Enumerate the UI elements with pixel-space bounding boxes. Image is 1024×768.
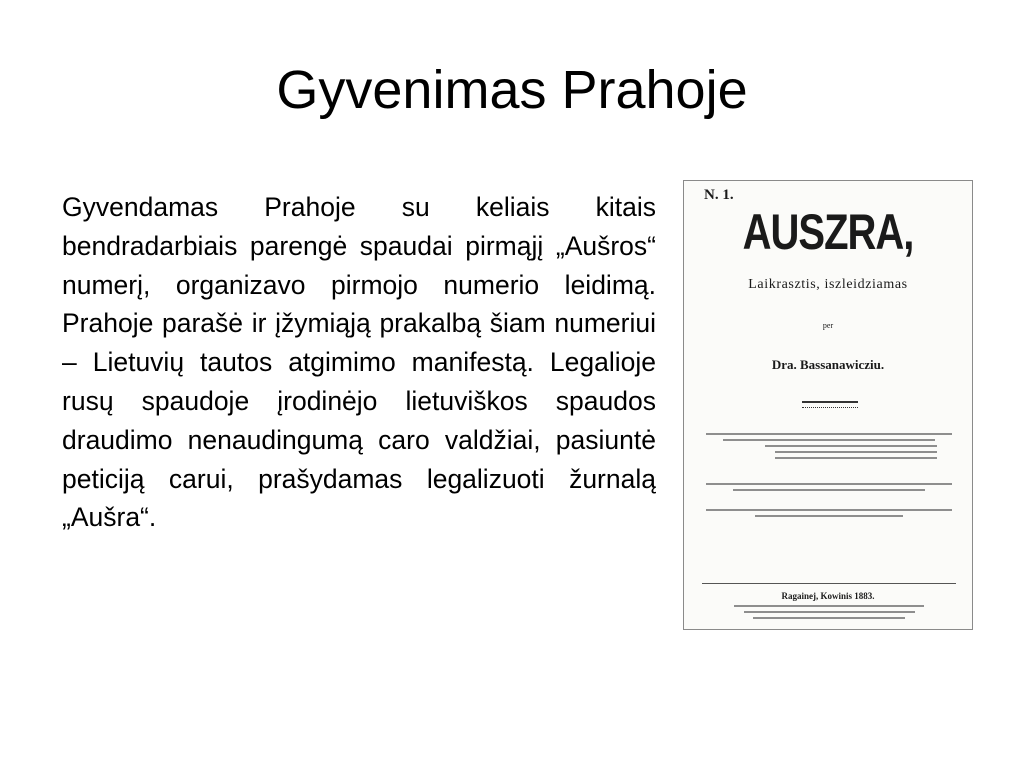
- cover-rule: [702, 583, 956, 584]
- ausra-cover-image: [683, 180, 973, 630]
- cover-editor: Dra. Bassanawicziu.: [771, 357, 885, 372]
- masthead: AUSZRA,: [742, 205, 914, 260]
- slide-title: Gyvenimas Prahoje: [276, 60, 748, 120]
- fine-print-block: [706, 433, 952, 463]
- cover-per: per: [822, 321, 834, 330]
- cover-footer: Ragainej, Kowinis 1883.: [781, 591, 875, 601]
- fine-print-block: [706, 483, 952, 495]
- body-text: Gyvendamas Prahoje su keliais kitais bendradarbiais parengė spaudai pirmąjį „Aušros“ numerį, organizavo pirmojo numerio leidimą. Prahoje parašė ir įžymiąją prakalbą šiam numeriui – Lietuvių tautos atgimimo manifestą. Legalioje rusų spaudoje įrodinėjo lietuviškos spaudos draudimo nenaudingumą caro valdžiai, pasiuntė peticiją carui, prašydamas legalizuoti žurnalą „Aušra“.: [62, 192, 656, 533]
- issue-number: N. 1.: [704, 187, 734, 203]
- cover-subtitle: Laikrasztis, iszleidziamas: [748, 277, 908, 292]
- fine-print-block: [734, 605, 924, 623]
- fine-print-block: [706, 509, 952, 521]
- ornament-divider: [802, 401, 858, 408]
